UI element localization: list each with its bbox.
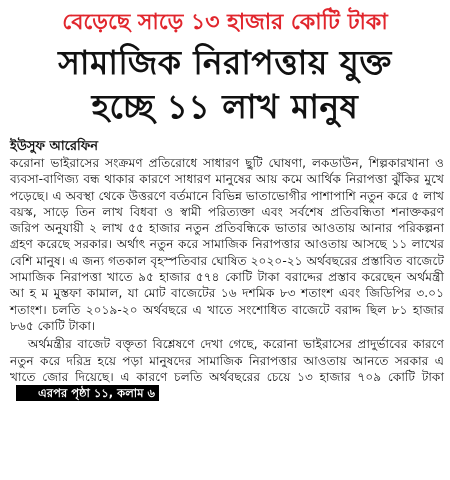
main-headline [0,41,450,129]
paragraph-2 [10,336,444,401]
headline-line-1: সামাজিক নিরাপত্তায় যুক্ত [58,43,392,82]
article-body [10,155,444,401]
paragraph-2-text: অর্থমন্ত্রীর বাজেট বক্তৃতা বিশ্লেষণে দেখা গেছে, করোনা ভাইরাসের প্রাদুর্ভাবের কারণে নতুন করে দরিদ্র হয়ে পড়া মানুষদের সামাজিক নিরাপত্তার আওতায় আনতে সরকার এ খাতে জোর দিয়েছে। এ কারণে চলতি অর্থবছরের চেয়ে ১৩ হাজার ৭০৯ কোটি টাকা [10,337,444,384]
kicker-headline: বেড়েছে সাড়ে ১৩ হাজার কোটি টাকা [62,10,388,35]
byline: ইউসুফ আরেফিন [10,139,99,154]
headline-line-2: হচ্ছে ১১ লাখ মানুষ [91,87,359,126]
paragraph-1: করোনা ভাইরাসের সংক্রমণ প্রতিরোধে সাধারণ ছুটি ঘোষণা, লকডাউন, শিল্পকারখানা ও ব্যবসা-বাণিজ্য বন্ধ থাকার কারণে সাধারণ মানুষের আয় কমে আর্থিক নিরাপত্তা ঝুঁকির মুখে পড়েছে। এ অবস্থা থেকে উত্তরণে বর্তমানে বিভিন্ন ভাতাভোগীর পাশাপাশি নতুন করে ৫ লাখ বয়স্ক, সাড়ে তিন লাখ বিধবা ও স্বামী পরিত্যক্তা এবং সর্বশেষ প্রতিবন্ধিতা শনাক্তকরণ জরিপ অনুযায়ী ২ লাখ ৫৫ হাজার নতুন প্রতিবন্ধিকে ভাতার আওতায় আনার পরিকল্পনা গ্রহণ করেছে সরকার। অর্থাৎ নতুন করে সামাজিক নিরাপত্তার আওতায় আসছে ১১ লাখের বেশি মানুষ। এ জন্য গতকাল বৃহস্পতিবার ঘোষিত ২০২০-২১ অর্থবছরের প্রস্তাবিত বাজেটে সামাজিক নিরাপত্তা খাতে ৯৫ হাজার ৫৭৪ কোটি টাকা বরাদ্দের প্রস্তাব করেছেন অর্থমন্ত্রী আ হ ম মুস্তফা কামাল, যা মোট বাজেটের ১৬ দশমিক ৮৩ শতাংশ এবং জিডিপির ৩.০১ শতাংশ। চলতি ২০১৯-২০ অর্থবছরে এ খাতে সংশোধিত বাজেটে বরাদ্দ ছিল ৮১ হাজার ৮৬৫ কোটি টাকা। [10,156,444,333]
continuation-label: এরপর পৃষ্ঠা ১১, কলাম ৬ [16,385,159,401]
